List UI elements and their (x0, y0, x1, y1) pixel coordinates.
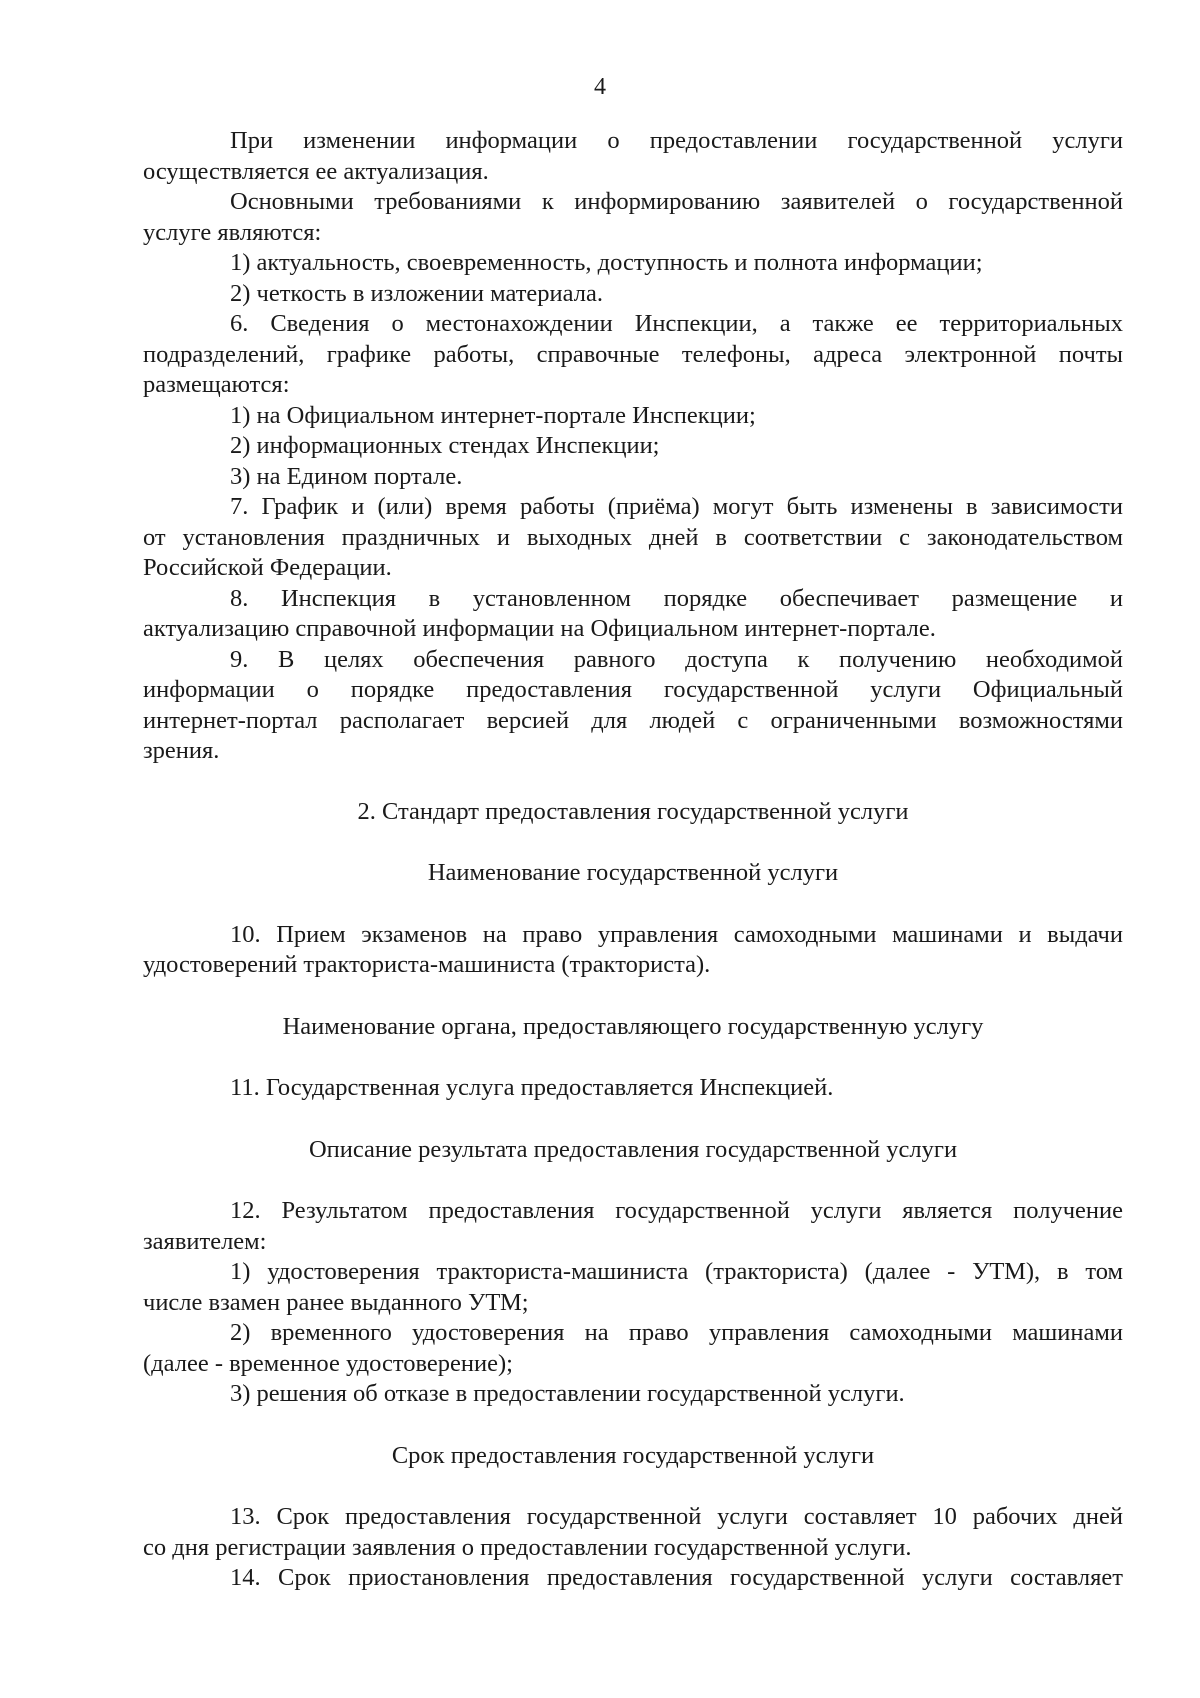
list-item: 3) на Едином портале. (230, 462, 463, 490)
text-line: услуге являются: (143, 218, 322, 246)
text-line: При изменении информации о предоставлении государственной услуги (230, 127, 1123, 154)
text-line: размещаются: (143, 371, 290, 398)
text-line: актуализацию справочной информации на Официальном интернет-портале. (143, 615, 936, 642)
list-item: 2) четкость в изложении материала. (230, 279, 603, 307)
subsection-heading: Срок предоставления государственной услуги (391, 1441, 875, 1469)
text-line: Российской Федерации. (143, 554, 392, 581)
list-item: 1) удостоверения тракториста-машиниста (тракториста) (далее - УТМ), в том (230, 1258, 1123, 1285)
text-line: 12. Результатом предоставления государственной услуги является получение (230, 1197, 1123, 1224)
subsection-heading: Наименование государственной услуги (427, 859, 839, 886)
subsection-heading: Описание результата предоставления государственной услуги (308, 1135, 958, 1163)
list-item: 2) временного удостоверения на право управления самоходными машинами (230, 1319, 1123, 1346)
text-line: Основными требованиями к информированию заявителей о государственной (230, 188, 1123, 215)
text-line: 6. Сведения о местонахождении Инспекции, а также ее территориальных (230, 310, 1123, 337)
text-line: зрения. (143, 737, 220, 764)
page-number: 4 (594, 74, 606, 100)
text-line: 13. Срок предоставления государственной услуги составляет 10 рабочих дней (230, 1503, 1123, 1530)
text-line: удостоверений тракториста-машиниста (тракториста). (143, 951, 711, 978)
document-body (143, 126, 1123, 1594)
text-line: информации о порядке предоставления государственной услуги Официальный (143, 676, 1123, 703)
list-item: 1) на Официальном интернет-портале Инспекции; (230, 401, 756, 429)
list-item: 3) решения об отказе в предоставлении государственной услуги. (230, 1380, 905, 1407)
text-line: (далее - временное удостоверение); (143, 1349, 513, 1377)
text-line: 11. Государственная услуга предоставляется Инспекцией. (230, 1074, 834, 1101)
text-line: 9. В целях обеспечения равного доступа к получению необходимой (230, 645, 1123, 673)
text-line: 14. Срок приостановления предоставления государственной услуги составляет (230, 1564, 1123, 1591)
text-line: числе взамен ранее выданного УТМ; (143, 1288, 529, 1316)
text-line: 7. График и (или) время работы (приёма) могут быть изменены в зависимости (230, 493, 1123, 520)
section-heading: 2. Стандарт предоставления государственной услуги (357, 797, 909, 825)
text-line: подразделений, графике работы, справочные телефоны, адреса электронной почты (143, 340, 1123, 368)
text-line: со дня регистрации заявления о предоставлении государственной услуги. (143, 1533, 912, 1561)
text-line: от установления праздничных и выходных дней в соответствии с законодательством (143, 523, 1123, 551)
text-line: осуществляется ее актуализация. (143, 157, 489, 185)
text-line: 10. Прием экзаменов на право управления самоходными машинами и выдачи (230, 920, 1123, 948)
text-line: 8. Инспекция в установленном порядке обеспечивает размещение и (230, 584, 1123, 612)
text-line: заявителем: (143, 1227, 267, 1255)
list-item: 1) актуальность, своевременность, доступность и полнота информации; (230, 249, 983, 276)
list-item: 2) информационных стендах Инспекции; (230, 432, 660, 459)
subsection-heading: Наименование органа, предоставляющего государственную услугу (282, 1012, 984, 1040)
text-line: интернет-портал располагает версией для людей с ограниченными возможностями (143, 706, 1123, 734)
